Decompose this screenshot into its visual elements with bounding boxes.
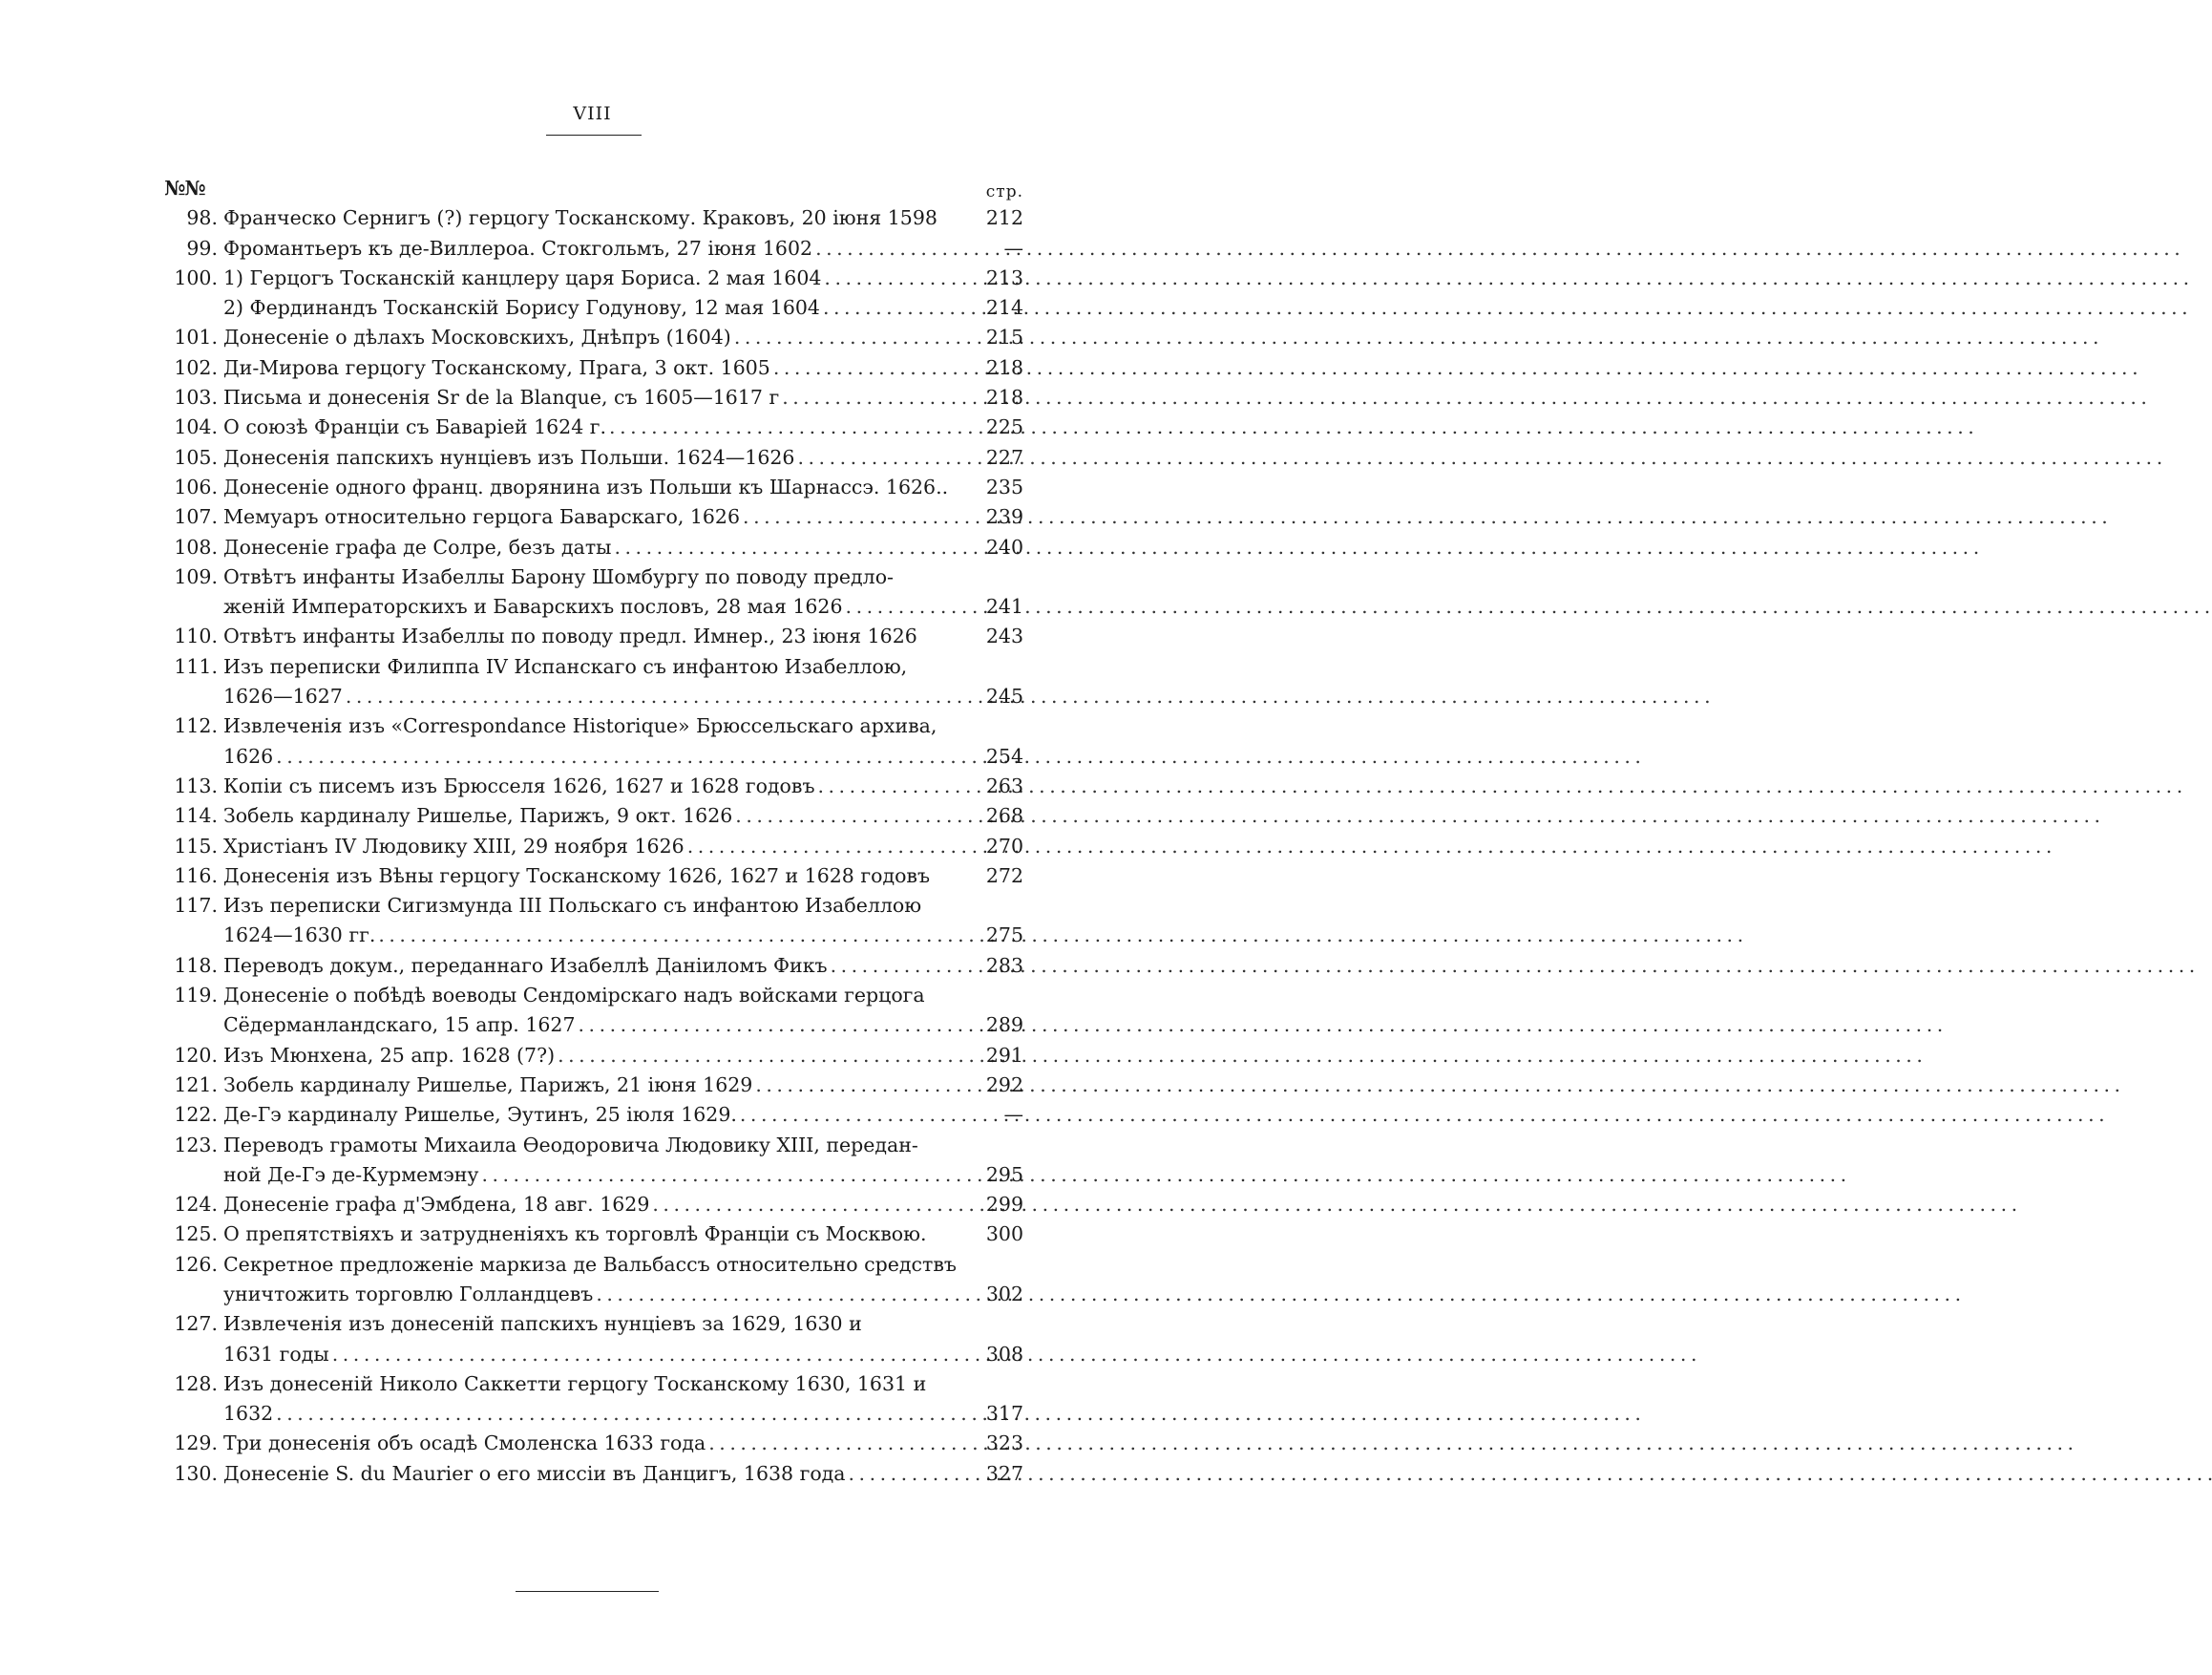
entry-title	[223, 293, 970, 323]
entry-title	[223, 413, 970, 442]
entry-page: 270	[985, 834, 1023, 858]
entry-number: 110.	[174, 625, 218, 648]
entry-number: 100.	[174, 265, 218, 289]
entry-title-line: Изъ переписки Сигизмунда III Польскаго съ инфантою Изабеллою	[223, 894, 922, 918]
entry-title-line: 1626—1627 . . .	[223, 682, 970, 711]
entry-page: 213	[985, 265, 1023, 289]
toc-entry	[164, 293, 1023, 323]
entry-title-line: Отвѣтъ инфанты Изабеллы по поводу предл. Имнер., 23 іюня 1626	[223, 625, 917, 648]
entry-title	[223, 801, 970, 831]
entry-page: 272	[985, 863, 1023, 887]
entry-title-line: Копіи съ писемъ изъ Брюсселя 1626, 1627 и 1628 годовъ . . .	[223, 772, 970, 801]
dot-leader	[828, 951, 2195, 981]
entry-number: 117.	[174, 894, 218, 918]
entry-number: 120.	[174, 1043, 218, 1067]
entry-page: 299	[985, 1193, 1023, 1217]
entry-number: 113.	[174, 774, 218, 797]
entry-number: 114.	[174, 804, 218, 828]
toc-entry	[164, 353, 1023, 383]
entry-page: 218	[985, 386, 1023, 410]
entry-number: 109.	[174, 564, 218, 588]
toc-entry	[164, 711, 1023, 772]
entry-title-line: Переводъ докум., переданнаго Изабеллѣ Даніиломъ Фикъ . . .	[223, 951, 970, 981]
entry-title	[223, 1219, 970, 1249]
entry-title-line: 1626 . . .	[223, 742, 970, 772]
entry-page: 300	[985, 1222, 1023, 1246]
entry-number: 102.	[174, 355, 218, 379]
dot-leader	[611, 533, 1978, 562]
entry-title	[223, 264, 970, 293]
entry-title-line: Донесеніе S. du Maurier о его миссіи въ Данцигъ, 1638 года . . .	[223, 1459, 970, 1489]
dot-leader	[731, 323, 2098, 352]
entry-number: 112.	[174, 714, 218, 738]
toc-entry	[164, 203, 1023, 233]
entry-number: 105.	[174, 445, 218, 469]
entry-number: 123.	[174, 1133, 218, 1156]
dot-leader	[843, 592, 2210, 622]
entry-title	[223, 1100, 970, 1130]
entry-title-line: Изъ Мюнхена, 25 апр. 1628 (7?) . . .	[223, 1041, 970, 1071]
entry-title-line: Сёдерманландскаго, 15 апр. 1627 . . .	[223, 1010, 970, 1040]
entry-number: 104.	[174, 415, 218, 439]
entry-page: 214	[985, 296, 1023, 320]
toc-entry	[164, 1429, 1023, 1458]
dot-leader	[740, 502, 2107, 532]
toc-entry	[164, 1190, 1023, 1219]
dot-leader	[576, 1010, 1943, 1040]
entry-number: 129.	[174, 1431, 218, 1455]
entry-title-line: Донесеніе графа де Солре, безъ даты . . .	[223, 533, 970, 562]
entry-number: 116.	[174, 863, 218, 887]
dot-leader	[752, 1071, 2119, 1100]
toc-entry	[164, 801, 1023, 831]
entry-title	[223, 502, 970, 532]
toc-entry	[164, 533, 1023, 562]
toc-entry	[164, 234, 1023, 264]
entry-number: 99.	[186, 236, 218, 260]
entry-title	[223, 473, 970, 502]
page-column-label: стр.	[985, 182, 1023, 201]
dot-leader	[706, 1429, 2073, 1458]
entry-page: 283	[985, 953, 1023, 977]
toc-entry	[164, 981, 1023, 1041]
entry-page: 291	[985, 1043, 1023, 1067]
entry-title-line: О союзѣ Франціи съ Баваріей 1624 г. . . .	[223, 413, 970, 442]
entry-title-line: Секретное предложеніе маркиза де Вальбассъ относительно средствъ	[223, 1252, 957, 1276]
entry-title-line: Изъ переписки Филиппа IV Испанскаго съ инфантою Изабеллою,	[223, 654, 908, 678]
toc-entry	[164, 413, 1023, 442]
entry-page: —	[1003, 236, 1023, 260]
entry-number	[164, 293, 223, 323]
toc-entries	[164, 203, 1023, 1489]
entry-page: 295	[985, 1162, 1023, 1186]
entry-page: 317	[985, 1402, 1023, 1426]
entry-number: 126.	[174, 1252, 218, 1276]
entry-page: 327	[985, 1461, 1023, 1485]
entry-title	[223, 1459, 970, 1489]
toc-header	[164, 174, 1023, 203]
toc-entry	[164, 1071, 1023, 1100]
toc-entry	[164, 1459, 1023, 1489]
entry-title-line: Извлеченія изъ «Correspondance Historique» Брюссельскаго архива,	[223, 714, 937, 738]
dot-leader	[732, 801, 2099, 831]
entry-title-line: уничтожить торговлю Голландцевъ . . .	[223, 1280, 970, 1309]
entry-page: 212	[985, 206, 1023, 230]
entry-title	[223, 1250, 970, 1310]
toc-entry	[164, 323, 1023, 352]
entry-title	[223, 1041, 970, 1071]
entry-title-line: 1632 . . .	[223, 1399, 970, 1429]
entry-page: 241	[985, 595, 1023, 619]
entry-page: 235	[985, 475, 1023, 498]
entry-title-line: Фромантьеръ къ де-Виллероа. Стокгольмъ, 27 іюня 1602 . . .	[223, 234, 970, 264]
entry-number: 103.	[174, 386, 218, 410]
entry-title	[223, 1071, 970, 1100]
entry-number: 118.	[174, 953, 218, 977]
dot-leader	[555, 1041, 1922, 1071]
entry-page: 218	[985, 355, 1023, 379]
entry-number: 128.	[174, 1371, 218, 1395]
entry-page: 243	[985, 625, 1023, 648]
entry-title	[223, 1309, 970, 1369]
toc-entry	[164, 1369, 1023, 1430]
toc-entry	[164, 652, 1023, 712]
entry-number: 125.	[174, 1222, 218, 1246]
entry-title	[223, 951, 970, 981]
dot-leader	[343, 682, 1710, 711]
entry-title	[223, 652, 970, 712]
dot-leader	[820, 293, 2187, 323]
entry-page: 225	[985, 415, 1023, 439]
entry-title-line: 1624—1630 гг. . . .	[223, 921, 970, 950]
entry-title-line: Донесенія изъ Вѣны герцогу Тосканскому 1626, 1627 и 1628 годовъ	[223, 863, 930, 887]
entry-title	[223, 1190, 970, 1219]
entry-title-line: 1631 годы . . .	[223, 1340, 970, 1369]
dot-leader	[478, 1160, 1845, 1190]
entry-number: 127.	[174, 1312, 218, 1336]
toc-entry	[164, 861, 1023, 891]
entry-title	[223, 772, 970, 801]
toc-entry	[164, 443, 1023, 473]
toc-entry	[164, 1041, 1023, 1071]
dot-leader	[737, 1100, 2104, 1130]
entry-title-line: Христіанъ IV Людовику XIII, 29 ноября 1626 . . .	[223, 832, 970, 861]
entry-title-line: Письма и донесенія Sr de la Blanque, съ 1605—1617 г . . .	[223, 383, 970, 413]
entry-page: 239	[985, 505, 1023, 529]
toc-entry	[164, 383, 1023, 413]
dot-leader	[593, 1280, 1960, 1309]
entry-number: 121.	[174, 1072, 218, 1096]
dot-leader	[821, 264, 2188, 293]
entry-number: 130.	[174, 1461, 218, 1485]
dot-leader	[649, 1190, 2016, 1219]
entry-title-line: Зобель кардиналу Ришелье, Парижъ, 21 іюня 1629 . . .	[223, 1071, 970, 1100]
entry-number: 115.	[174, 834, 218, 858]
toc-entry	[164, 1250, 1023, 1310]
entry-title	[223, 383, 970, 413]
entry-page: 302	[985, 1282, 1023, 1305]
entry-number: 98.	[186, 206, 218, 230]
entry-title-line: женій Императорскихъ и Баварскихъ пословъ, 28 мая 1626 . . .	[223, 592, 970, 622]
toc-entry	[164, 502, 1023, 532]
entry-number: 106.	[174, 475, 218, 498]
entry-title	[223, 832, 970, 861]
entry-number: 101.	[174, 326, 218, 350]
entry-title	[223, 861, 970, 891]
bottom-rule	[516, 1591, 659, 1592]
entry-title-line: Ди-Мирова герцогу Тосканскому, Прага, 3 окт. 1605 . . .	[223, 353, 970, 383]
entry-title	[223, 622, 970, 651]
entry-page: 323	[985, 1431, 1023, 1455]
toc-entry	[164, 562, 1023, 623]
entry-page: 245	[985, 685, 1023, 709]
entry-title-line: Отвѣтъ инфанты Изабеллы Барону Шомбургу по поводу предло-	[223, 564, 894, 588]
entry-page: 275	[985, 923, 1023, 947]
entry-title-line: Изъ донесеній Николо Саккетти герцогу Тосканскому 1630, 1631 и	[223, 1371, 927, 1395]
entry-title	[223, 981, 970, 1041]
entry-title	[223, 1369, 970, 1430]
entry-number: 124.	[174, 1193, 218, 1217]
entry-title-line: Мемуаръ относительно герцога Баварскаго, 1626 . . .	[223, 502, 970, 532]
entry-title-line: Извлеченія изъ донесеній папскихъ нунціевъ за 1629, 1630 и	[223, 1312, 862, 1336]
entry-title-line: Донесеніе о побѣдѣ воеводы Сендомірскаго надъ войсками герцога	[223, 984, 925, 1007]
entry-title-line: Донесеніе одного франц. дворянина изъ Польши къ Шарнассэ. 1626..	[223, 475, 949, 498]
entry-number: 122.	[174, 1103, 218, 1127]
toc-entry	[164, 951, 1023, 981]
entry-number: 119.	[174, 984, 218, 1007]
entry-page: 308	[985, 1342, 1023, 1366]
entry-title-line: Донесеніе о дѣлахъ Московскихъ, Днѣпръ (1604) . . .	[223, 323, 970, 352]
toc-entry	[164, 1131, 1023, 1191]
dot-leader	[273, 1399, 1640, 1429]
num-column-label: №№	[164, 177, 205, 200]
entry-title	[223, 234, 970, 264]
entry-title	[223, 1429, 970, 1458]
entry-title-line: Донесенія папскихъ нунціевъ изъ Польши. 1624—1626 . . .	[223, 443, 970, 473]
toc-entry	[164, 832, 1023, 861]
entry-title	[223, 562, 970, 623]
entry-title-line: Донесеніе графа д'Эмбдена, 18 авг. 1629 . . .	[223, 1190, 970, 1219]
dot-leader	[375, 921, 1742, 950]
entry-title-line: 2) Фердинандъ Тосканскій Борису Годунову, 12 мая 1604 . . .	[223, 293, 970, 323]
entry-page: 215	[985, 326, 1023, 350]
entry-title-line: Зобель кардиналу Ришелье, Парижъ, 9 окт. 1626 . . .	[223, 801, 970, 831]
entry-title	[223, 533, 970, 562]
entry-number: 107.	[174, 505, 218, 529]
entry-page: —	[1003, 1103, 1023, 1127]
toc-entry	[164, 264, 1023, 293]
entry-page: 263	[985, 774, 1023, 797]
toc-entry	[164, 1100, 1023, 1130]
toc-entry	[164, 622, 1023, 651]
entry-title-line: Переводъ грамоты Михаила Ѳеодоровича Людовику XIII, передан-	[223, 1133, 918, 1156]
entry-title-line: Де-Гэ кардиналу Ришелье, Эутинъ, 25 іюля 1629. . . .	[223, 1100, 970, 1130]
entry-title	[223, 711, 970, 772]
entry-title	[223, 891, 970, 951]
entry-title-line: О препятствіяхъ и затрудненіяхъ къ торговлѣ Франціи съ Москвою.	[223, 1222, 927, 1246]
table-of-contents	[164, 174, 1023, 1489]
entry-page: 289	[985, 1013, 1023, 1037]
dot-leader	[685, 832, 2052, 861]
entry-page: 240	[985, 535, 1023, 559]
entry-title	[223, 443, 970, 473]
entry-title	[223, 203, 970, 233]
dot-leader	[273, 742, 1640, 772]
entry-title	[223, 1131, 970, 1191]
page-number: VIII	[573, 103, 612, 124]
entry-page: 227	[985, 445, 1023, 469]
toc-entry	[164, 772, 1023, 801]
entry-title-line: Франческо Сернигъ (?) герцогу Тосканскому. Краковъ, 20 іюня 1598	[223, 206, 937, 230]
entry-title-line: Три донесенія объ осадѣ Смоленска 1633 года . . .	[223, 1429, 970, 1458]
toc-entry	[164, 1219, 1023, 1249]
entry-title	[223, 323, 970, 352]
entry-title-line: ной Де-Гэ де-Курмемэну . . .	[223, 1160, 970, 1190]
entry-number: 108.	[174, 535, 218, 559]
dot-leader	[846, 1459, 2212, 1489]
entry-title	[223, 353, 970, 383]
entry-title-line: 1) Герцогъ Тосканскій канцлеру царя Бориса. 2 мая 1604 . . .	[223, 264, 970, 293]
entry-page: 292	[985, 1072, 1023, 1096]
toc-entry	[164, 1309, 1023, 1369]
toc-entry	[164, 473, 1023, 502]
entry-number: 111.	[174, 654, 218, 678]
dot-leader	[606, 413, 1973, 442]
toc-entry	[164, 891, 1023, 951]
top-rule	[546, 135, 642, 136]
entry-page: 254	[985, 744, 1023, 768]
entry-page: 268	[985, 804, 1023, 828]
